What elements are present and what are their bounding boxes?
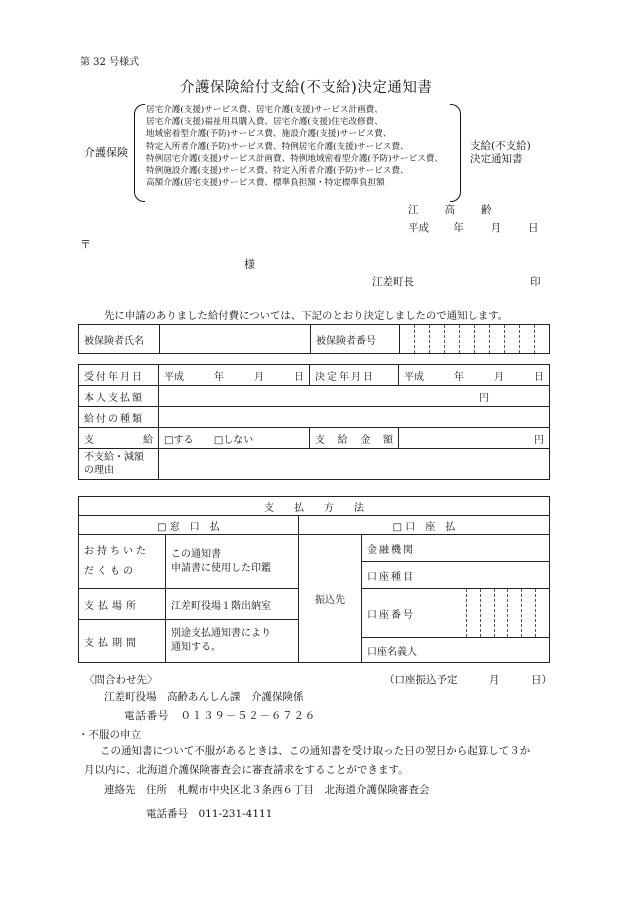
reason-label-line: の理由 xyxy=(84,465,114,476)
left-brace xyxy=(134,104,145,202)
document-number: 江高齢 xyxy=(408,204,518,216)
payment-options xyxy=(159,428,310,449)
payment-period-value xyxy=(166,620,299,663)
payment-yes-checkbox[interactable]: □する xyxy=(164,434,194,446)
benefit-kind-field[interactable] xyxy=(159,407,550,428)
payment-place-label: 支払場所 xyxy=(79,589,166,620)
year: 年 xyxy=(453,222,464,234)
amount-field[interactable] xyxy=(399,428,550,449)
service-line: 居宅介護(支援)サービス費、居宅介護(支援)サービス計画費、 xyxy=(146,105,383,115)
bring-label-line: だくもの xyxy=(84,565,136,577)
service-line: 高額介護(居宅支援)サービス費、標準負担額・特定標準負担額 xyxy=(146,178,385,189)
service-line: 特定入所者介護(予防)サービス費、特例居宅介護(支援)サービス費、 xyxy=(146,141,409,152)
window-payment-option[interactable]: □ 窓 口 払 xyxy=(79,516,299,535)
bring-item: この通知書 xyxy=(171,548,221,560)
notice-kind xyxy=(470,140,531,166)
insured-number-label: 被保険者番号 xyxy=(311,325,400,354)
insured-number-field[interactable] xyxy=(400,325,550,354)
issuer: 江差町長 xyxy=(372,276,414,288)
bank-label: 金融機関 xyxy=(367,544,415,556)
insured-name-label: 被保険者氏名 xyxy=(79,325,160,354)
seal-mark: 印 xyxy=(530,276,541,288)
digit-boxes xyxy=(400,325,549,353)
service-line: 居宅介護(支援)福祉用具購入費、居宅介護(支援)住宅改修費、 xyxy=(146,117,383,128)
self-paid-label: 本人支払額 xyxy=(79,386,159,407)
document-title: 介護保険給付支給(不支給)決定通知書 xyxy=(180,80,433,96)
account-holder-row xyxy=(362,638,550,663)
account-number-boxes[interactable] xyxy=(453,589,549,637)
bring-label-line: お持ちいた xyxy=(84,545,149,557)
yen-unit: 円 xyxy=(534,434,544,446)
bring-item: 申請書に使用した印鑑 xyxy=(171,562,271,574)
intro-text: 先に申請のありました給付費については、下記のとおり決定しましたので通知します。 xyxy=(104,310,509,322)
appeal-heading: ・不服の申立 xyxy=(78,729,141,741)
self-paid-field[interactable] xyxy=(159,386,550,407)
right-brace xyxy=(450,104,461,202)
transfer-schedule: （口座振込予定 月 日） xyxy=(384,674,552,686)
kaigo-label: 介護保険 xyxy=(84,146,128,159)
notice-kind-line: 支給(不支給) xyxy=(470,140,531,152)
service-list xyxy=(146,104,443,189)
service-line: 特例施設介護(支援)サービス費、特定入所者介護(予防)サービス費、 xyxy=(146,166,409,177)
bring-items-label xyxy=(79,535,166,589)
form-number: 第 32 号様式 xyxy=(80,57,140,68)
amount-label: 支給金額 xyxy=(310,428,399,449)
account-type-label: 口座種目 xyxy=(367,571,415,583)
account-payment-option[interactable]: □ 口 座 払 xyxy=(299,516,550,535)
benefit-kind-label: 給付の種類 xyxy=(79,407,159,428)
account-number-row xyxy=(362,589,550,638)
yen-unit: 円 xyxy=(479,392,489,404)
reason-field[interactable] xyxy=(159,449,550,480)
account-number-label: 口座番号 xyxy=(367,609,415,621)
appeal-text: 月以内に、北海道介護保険審査会に審査請求をすることができます。 xyxy=(84,764,409,776)
payment-place-value: 江差町役場１階出納室 xyxy=(166,589,299,620)
honorific: 様 xyxy=(244,258,255,271)
details-table xyxy=(78,364,550,480)
day: 日 xyxy=(528,222,539,234)
payment-no-checkbox[interactable]: □しない xyxy=(213,434,254,446)
decision-date-label: 決定年月日 xyxy=(310,365,399,386)
appeal-contact-phone: 電話番号 011-231-4111 xyxy=(146,808,273,820)
transfer-destination-label: 振込先 xyxy=(299,535,362,663)
payment-period-label: 支払期間 xyxy=(79,620,166,663)
appeal-text: この通知書について不服があるときは、この通知書を受け取った日の翌日から起算して３か xyxy=(100,745,531,757)
service-line: 特例居宅介護(支援)サービス計画費、特例地域密着型介護(予防)サービス費、 xyxy=(146,153,444,164)
inquiry-organization: 江差町役場 高齢あんしん課 介護保険係 xyxy=(104,691,304,703)
account-holder-label: 口座名義人 xyxy=(367,646,417,658)
issue-date xyxy=(408,220,539,235)
account-type-row xyxy=(362,562,550,589)
appeal-contact: 連絡先 住所 札幌市中央区北３条西６丁目 北海道介護保険審査会 xyxy=(104,784,430,796)
period-line: 別途支払通知書により xyxy=(171,628,271,639)
payment-method-header: 支 払 方 法 xyxy=(79,497,550,516)
era: 平成 xyxy=(408,222,429,234)
payment-label: 支 給 xyxy=(79,428,159,449)
bank-row xyxy=(362,535,550,562)
postal-mark: 〒 xyxy=(80,238,91,251)
inquiry-phone: 電話番号 ０１３９－５２－６７２６ xyxy=(124,710,317,722)
bring-items-value xyxy=(166,535,299,589)
period-line: 通知する。 xyxy=(171,642,221,653)
month: 月 xyxy=(490,222,502,234)
receipt-date-label: 受付年月日 xyxy=(79,365,159,386)
reason-label-line: 不支給・減額 xyxy=(84,452,144,463)
receipt-date-value: 平成 年 月 日 xyxy=(159,365,310,386)
decision-date-value: 平成 年 月 日 xyxy=(399,365,550,386)
notice-kind-line: 決定通知書 xyxy=(470,153,523,165)
reason-label xyxy=(79,449,159,480)
insured-name-field[interactable] xyxy=(160,325,311,354)
payment-method-table xyxy=(78,496,550,663)
inquiry-label: 〈問合わせ先〉 xyxy=(84,674,158,686)
insured-table xyxy=(78,324,550,354)
service-line: 地域密着型介護(予防)サービス費、施設介護(支援)サービス費、 xyxy=(146,129,392,140)
